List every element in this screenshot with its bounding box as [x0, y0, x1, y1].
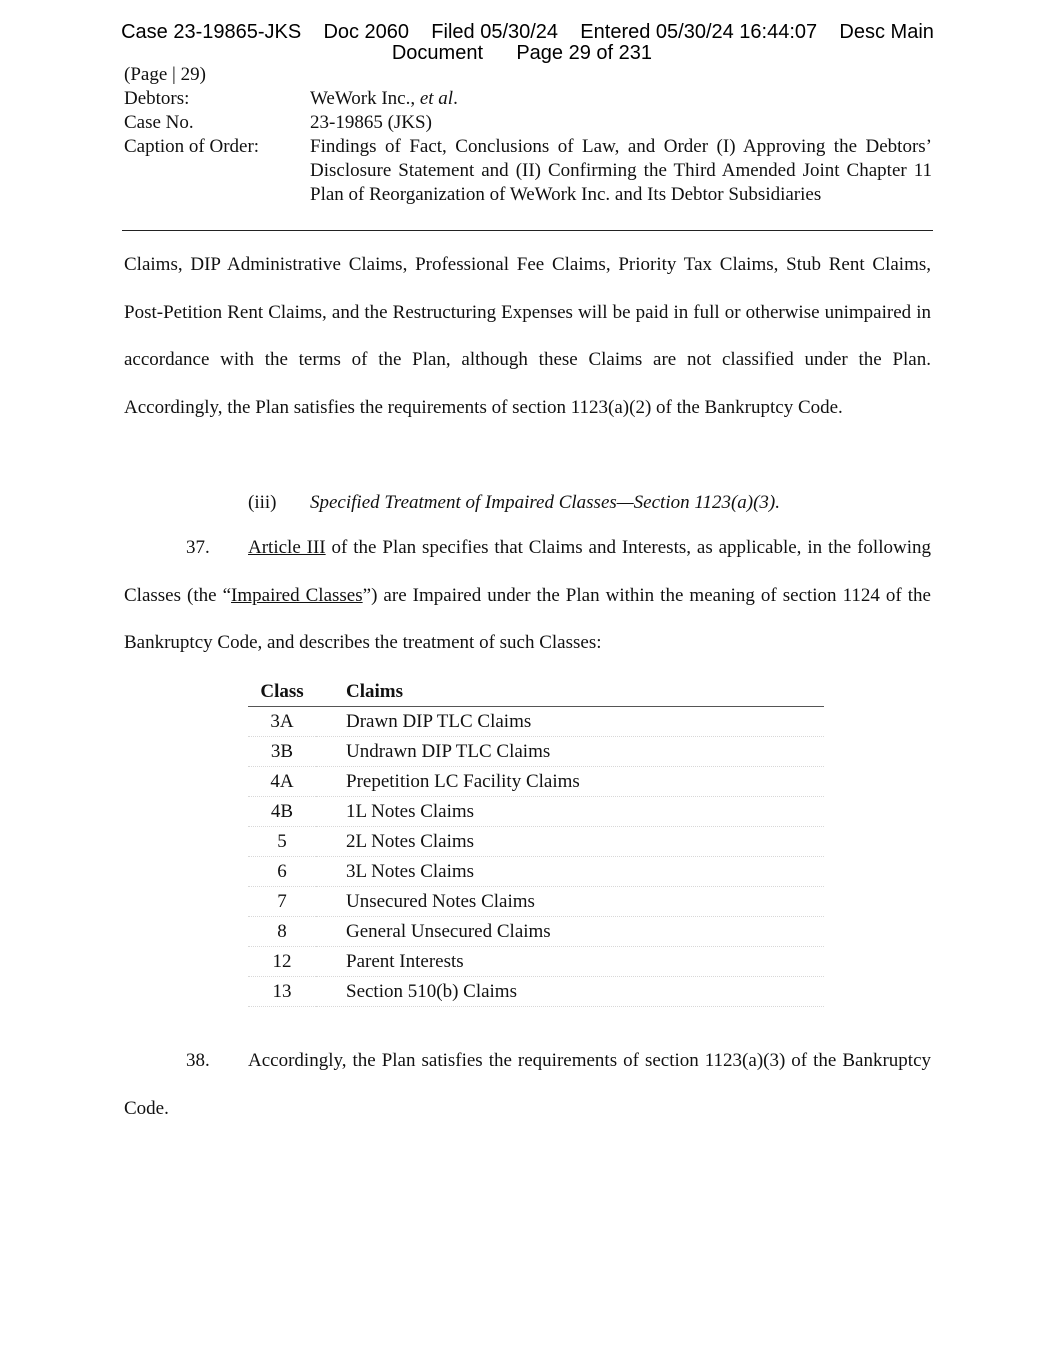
table-row: [248, 827, 824, 857]
case-label: Case No.: [124, 112, 194, 133]
entered-date: Entered 05/30/24 16:44:07: [580, 21, 818, 43]
table-row: [248, 917, 824, 947]
claims-cell: Parent Interests: [316, 947, 824, 977]
case-row: [124, 111, 932, 135]
claims-cell: Drawn DIP TLC Claims: [316, 707, 824, 737]
header-claims: Claims: [316, 678, 824, 707]
document-label: Document: [391, 42, 483, 64]
heading-number: (iii): [248, 492, 277, 513]
table-body: [248, 707, 824, 1007]
paragraph-number: 37.: [186, 537, 210, 558]
table-header-row: [248, 678, 824, 707]
table-row: [248, 857, 824, 887]
table-row: [248, 947, 824, 977]
class-cell: 7: [248, 887, 316, 917]
claims-cell: Undrawn DIP TLC Claims: [316, 737, 824, 767]
class-cell: 4B: [248, 797, 316, 827]
claims-cell: Prepetition LC Facility Claims: [316, 767, 824, 797]
case-value: 23-19865 (JKS): [310, 112, 432, 133]
caption-divider: [122, 230, 933, 231]
debtors-value: WeWork Inc., et al.: [310, 88, 458, 109]
claims-cell: 1L Notes Claims: [316, 797, 824, 827]
filed-date: Filed 05/30/24: [431, 21, 559, 43]
desc-main: Desc Main: [839, 21, 934, 43]
claims-cell: General Unsecured Claims: [316, 917, 824, 947]
claims-cell: 3L Notes Claims: [316, 857, 824, 887]
paragraph-number: 38.: [186, 1050, 210, 1071]
table-row: [248, 737, 824, 767]
page-count: Page 29 of 231: [516, 42, 653, 64]
order-label: Caption of Order:: [124, 136, 260, 157]
case-stamp-line-2: [0, 42, 1055, 64]
claims-cell: 2L Notes Claims: [316, 827, 824, 857]
table-row: [248, 887, 824, 917]
class-cell: 8: [248, 917, 316, 947]
table-row: [248, 797, 824, 827]
debtors-row: [124, 87, 932, 111]
case-number: Case 23-19865-JKS: [121, 21, 302, 43]
continuation-paragraph: Claims, DIP Administrative Claims, Professional Fee Claims, Priority Tax Claims, Stub Rent Claims, Post-Petition Rent Claims, and the Restructuring Expenses will be paid in full or otherwise unimpaired in accordance with the terms of the Plan, although these Claims are not classified under the Plan. Accordingly, the Plan satisfies the requirements of section 1123(a)(2) of the Bankruptcy Code.: [124, 254, 931, 418]
debtors-label: Debtors:: [124, 88, 190, 109]
case-stamp-line-1: [0, 21, 1055, 43]
paragraph-37: 37. Article III of the Plan specifies that Claims and Interests, as applicable, in the following Classes (the “Impaired Classes”) are Impaired under the Plan within the meaning of section 1124 of the Bankruptcy Code, and describes the treatment of such Classes:: [124, 524, 931, 667]
class-cell: 3B: [248, 737, 316, 767]
table-row: [248, 767, 824, 797]
class-cell: 4A: [248, 767, 316, 797]
class-cell: 13: [248, 977, 316, 1007]
table-row: [248, 707, 824, 737]
paragraph-38: 38. Accordingly, the Plan satisfies the requirements of section 1123(a)(3) of the Bankruptcy Code.: [124, 1037, 931, 1132]
claims-cell: Unsecured Notes Claims: [316, 887, 824, 917]
claims-cell: Section 510(b) Claims: [316, 977, 824, 1007]
order-value: Findings of Fact, Conclusions of Law, and Order (I) Approving the Debtors’ Disclosure Statement and (II) Confirming the Third Amended Joint Chapter 11 Plan of Reorganization of WeWork Inc. and Its Debtor Subsidiaries: [310, 136, 932, 205]
order-row: [124, 135, 932, 207]
caption-block: [124, 63, 932, 207]
table-row: [248, 977, 824, 1007]
class-cell: 3A: [248, 707, 316, 737]
impaired-classes-table: [248, 678, 824, 1007]
article-iii-link: Article III: [248, 537, 326, 558]
section-heading: [248, 479, 780, 527]
doc-number: Doc 2060: [323, 21, 410, 43]
impaired-classes-term: Impaired Classes: [231, 584, 363, 606]
class-cell: 12: [248, 947, 316, 977]
class-cell: 5: [248, 827, 316, 857]
page-ref: (Page | 29): [124, 64, 206, 85]
class-cell: 6: [248, 857, 316, 887]
heading-text: Specified Treatment of Impaired Classes—Section 1123(a)(3).: [310, 492, 780, 513]
header-class: Class: [248, 678, 316, 707]
